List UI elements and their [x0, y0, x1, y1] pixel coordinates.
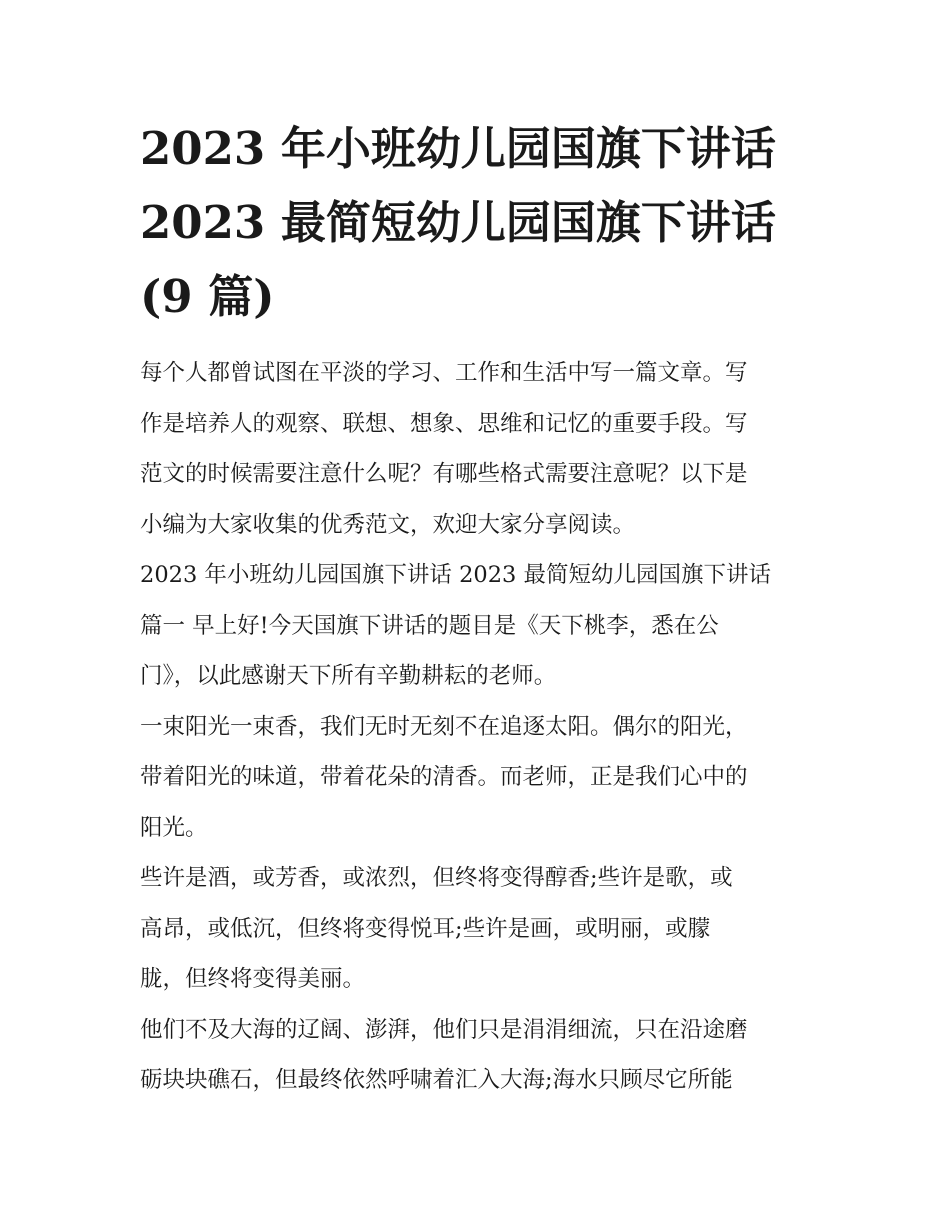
text-line: 篇一 早上好!今天国旗下讲话的题目是《天下桃李，悉在公 [140, 612, 719, 639]
text-line: 砺块块礁石，但最终依然呼啸着汇入大海;海水只顾尽它所能 [140, 1067, 733, 1093]
text-line: 一束阳光一束香，我们无时无刻不在追逐太阳。偶尔的阳光， [140, 713, 748, 740]
text-line: 他们不及大海的辽阔、澎湃，他们只是涓涓细流，只在沿途磨 [140, 1016, 748, 1043]
text-line: 小编为大家收集的优秀范文，欢迎大家分享阅读。 [140, 511, 636, 538]
intro-paragraph [140, 348, 816, 550]
text-line: 阳光。 [140, 814, 208, 841]
text-line: 胧，但终将变得美丽。 [140, 966, 366, 992]
text-line: 范文的时候需要注意什么呢？有哪些格式需要注意呢？以下是 [140, 461, 748, 487]
text-line: 每个人都曾试图在平淡的学习、工作和生活中写一篇文章。写 [140, 360, 748, 386]
document-page [140, 112, 816, 1106]
text-line: 些许是酒，或芳香，或浓烈，但终将变得醇香;些许是歌，或 [140, 865, 733, 891]
document-title [140, 112, 816, 334]
text-line: 带着阳光的味道，带着花朵的清香。而老师，正是我们心中的 [140, 764, 748, 790]
title-line-2: 2023 最简短幼儿园国旗下讲话 [140, 196, 776, 249]
title-line-1: 2023 年小班幼儿园国旗下讲话 [140, 122, 776, 175]
section-heading-paragraph [140, 550, 816, 702]
body-paragraph [140, 853, 816, 1005]
title-line-3: (9 篇) [140, 270, 275, 323]
body-paragraph [140, 1005, 816, 1106]
body-paragraph [140, 702, 816, 854]
text-line: 门》，以此感谢天下所有辛勤耕耘的老师。 [140, 663, 557, 689]
text-line: 2023 年小班幼儿园国旗下讲话 2023 最简短幼儿园国旗下讲话 [140, 562, 771, 588]
text-line: 高昂，或低沉，但终将变得悦耳;些许是画，或明丽，或朦 [140, 915, 711, 942]
text-line: 作是培养人的观察、联想、想象、思维和记忆的重要手段。写 [140, 410, 748, 437]
